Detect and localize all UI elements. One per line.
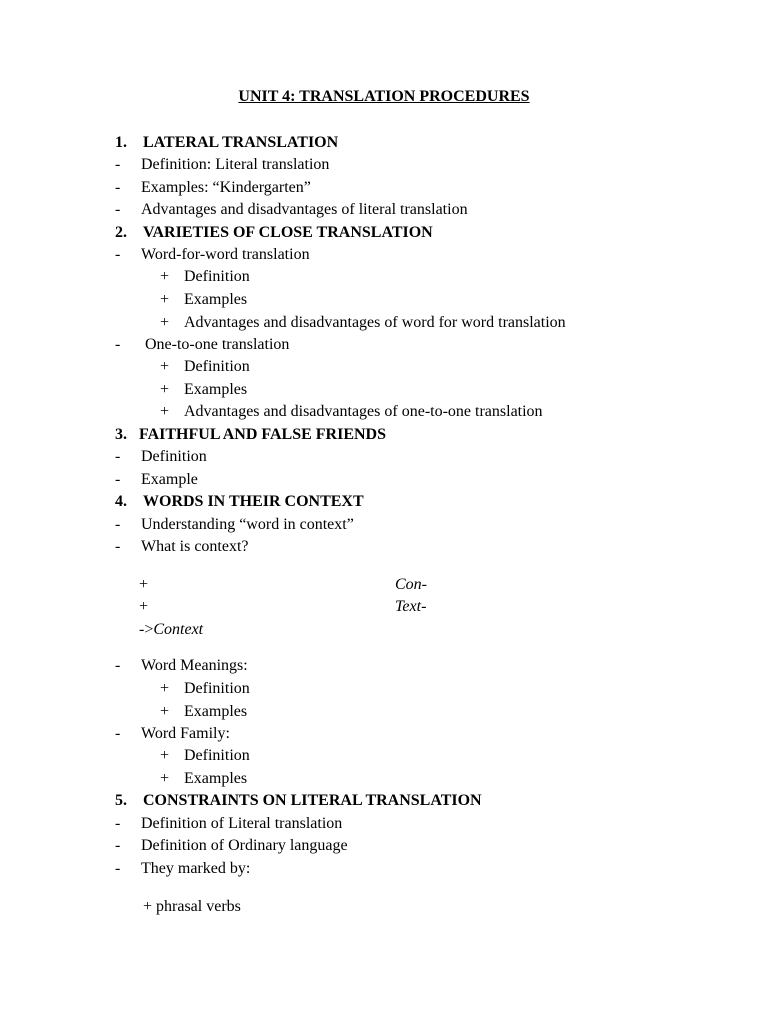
bullet-dash: - [115,201,121,218]
sub-list-item [160,358,250,376]
sub-list-item [160,381,247,399]
sub-list-item-text: Examples [184,291,248,308]
list-item [115,815,342,833]
bullet-plus: + [160,703,170,720]
list-item [115,156,329,174]
sub-list-item-text: Examples [184,703,248,720]
sub-list-item [160,770,247,788]
context-result-word: Context [153,621,204,638]
list-item-text: Word-for-word translation [141,246,310,263]
context-plus-2: + [139,598,149,615]
sub-list-item [160,268,250,286]
section-1-heading [115,134,338,152]
sub-list-item-text: Definition [184,268,250,285]
list-item-text: What is context? [141,538,249,555]
sub-list-item-text: Definition [184,747,250,764]
list-item [115,448,207,466]
list-item [115,471,198,489]
bullet-dash: - [115,657,121,674]
bullet-plus: + [160,770,170,787]
bullet-plus: + [160,680,170,697]
section-title: LATERAL TRANSLATION [143,134,339,151]
bullet-dash: - [115,448,121,465]
bullet-dash: - [115,837,121,854]
section-number: 4. [115,493,127,510]
list-item [115,336,289,354]
bullet-dash: - [115,516,121,533]
sub-list-item [160,747,250,765]
list-item-text: Definition of Literal translation [141,815,343,832]
section-title: FAITHFUL AND FALSE FRIENDS [139,426,386,443]
section-title: CONSTRAINTS ON LITERAL TRANSLATION [143,792,482,809]
list-item [115,657,248,675]
section-number: 5. [115,792,127,809]
bullet-dash: - [115,246,121,263]
context-text: Text- [395,598,427,615]
section-number: 1. [115,134,127,151]
list-item-text: Advantages and disadvantages of literal translation [141,201,468,218]
arrow-icon: -> [139,621,154,638]
section-number: 2. [115,224,127,241]
sub-list-item-text: Definition [184,358,250,375]
list-item-text: Definition: Literal translation [141,156,330,173]
sub-list-item-text: Advantages and disadvantages of one-to-one translation [184,403,543,420]
sub-list-item-text: Examples [184,770,248,787]
list-item [115,538,249,556]
bullet-plus: + [160,381,170,398]
sub-list-item-text: Advantages and disadvantages of word for word translation [184,314,566,331]
list-item [115,860,250,878]
list-item-text: Understanding “word in context” [141,516,354,533]
list-item-text: Examples: “Kindergarten” [141,179,311,196]
bullet-dash: - [115,336,121,353]
list-item [115,837,348,855]
list-item [115,516,354,534]
section-title: WORDS IN THEIR CONTEXT [143,493,364,510]
sub-list-item [160,291,247,309]
section-5-heading [115,792,482,810]
bullet-plus: + [160,358,170,375]
bullet-plus: + [160,314,170,331]
phrasal-verbs-item: + phrasal verbs [143,898,241,915]
sub-list-item [160,680,250,698]
bullet-dash: - [115,156,121,173]
context-plus-1: + [139,576,149,593]
bullet-plus: + [160,403,170,420]
bullet-plus: + [160,291,170,308]
list-item-text: Word Family: [141,725,230,742]
section-4-heading [115,493,364,511]
list-item [115,179,311,197]
context-result [139,621,203,639]
sub-list-item [160,314,566,332]
bullet-dash: - [115,725,121,742]
list-item-text: They marked by: [141,860,251,877]
sub-list-item [160,703,247,721]
bullet-plus: + [160,747,170,764]
bullet-dash: - [115,860,121,877]
list-item-text: Definition of Ordinary language [141,837,348,854]
list-item-text: Example [141,471,198,488]
sub-list-item-text: Definition [184,680,250,697]
bullet-dash: - [115,471,121,488]
section-title: VARIETIES OF CLOSE TRANSLATION [143,224,433,241]
list-item-text: Definition [141,448,207,465]
context-con: Con- [395,576,427,593]
bullet-plus: + [160,268,170,285]
section-number: 3. [115,426,127,443]
list-item [115,246,310,264]
bullet-dash: - [115,815,121,832]
sub-list-item [160,403,543,421]
list-item [115,201,468,219]
list-item-text: One-to-one translation [145,336,290,353]
bullet-dash: - [115,538,121,555]
section-3-heading [115,426,386,444]
list-item-text: Word Meanings: [141,657,248,674]
section-2-heading [115,224,433,242]
sub-list-item-text: Examples [184,381,248,398]
page-title: UNIT 4: TRANSLATION PROCEDURES [238,88,530,105]
bullet-dash: - [115,179,121,196]
list-item [115,725,230,743]
